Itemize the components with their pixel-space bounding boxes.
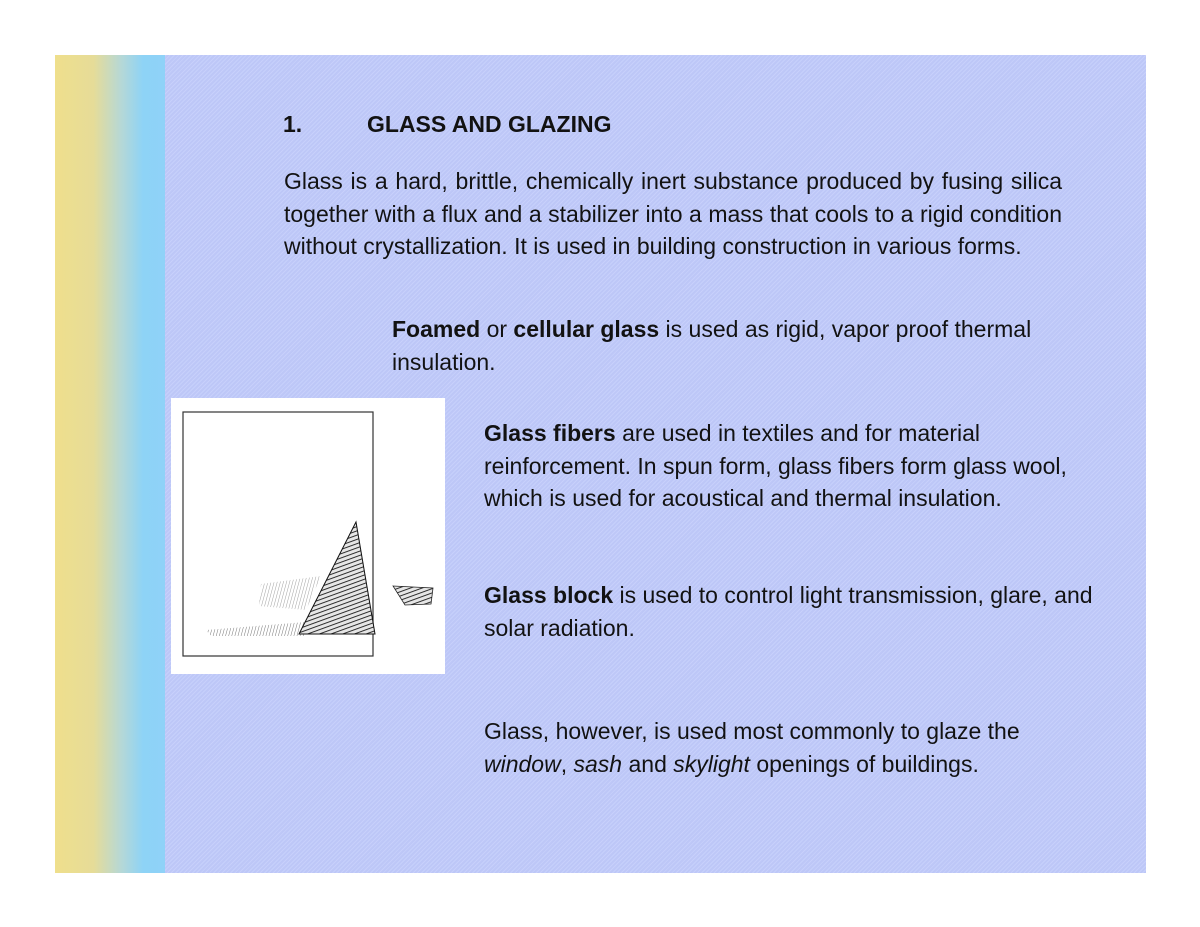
glazing-tail: openings of buildings. xyxy=(749,750,979,777)
glass-block-description: is used to control light transmission, glare, and solar radiation. xyxy=(484,582,1093,641)
glazing-paragraph xyxy=(484,715,1094,780)
term-glass-block: Glass block xyxy=(484,582,614,608)
term-window: window xyxy=(484,750,561,777)
glass-fragment xyxy=(393,586,433,605)
decorative-side-stripe xyxy=(55,55,165,873)
term-skylight: skylight xyxy=(673,750,750,777)
glass-illustration xyxy=(171,398,445,674)
glazing-separator-2: and xyxy=(622,750,674,777)
foamed-connector: or xyxy=(480,316,514,342)
slide-heading xyxy=(283,108,611,141)
slide xyxy=(55,55,1146,873)
term-glass-fibers: Glass fibers xyxy=(484,420,616,446)
foamed-glass-paragraph xyxy=(392,313,1072,378)
heading-title: GLASS AND GLAZING xyxy=(367,111,612,137)
glass-fibers-description: are used in textiles and for material reinforcement. In spun form, glass fibers form glass wool, which is used for acoustical and thermal insulation. xyxy=(484,420,1067,511)
foamed-description: is used as rigid, vapor proof thermal insulation. xyxy=(392,316,1032,375)
intro-paragraph: Glass is a hard, brittle, chemically inert substance produced by fusing silica together with a flux and a stabilizer into a mass that cools to a rigid condition without crystallization. It is used in building construction in various forms. xyxy=(284,168,1062,259)
illustration-drawing xyxy=(171,398,445,674)
glass-fibers-paragraph xyxy=(484,417,1094,515)
glass-block-paragraph xyxy=(484,579,1094,644)
glazing-separator-1: , xyxy=(560,750,574,777)
term-cellular-glass: cellular glass xyxy=(513,316,660,342)
term-sash: sash xyxy=(573,750,623,777)
heading-number: 1. xyxy=(283,111,303,137)
term-foamed: Foamed xyxy=(392,316,481,342)
glazing-lead: Glass, however, is used most commonly to glaze the xyxy=(484,718,1020,744)
